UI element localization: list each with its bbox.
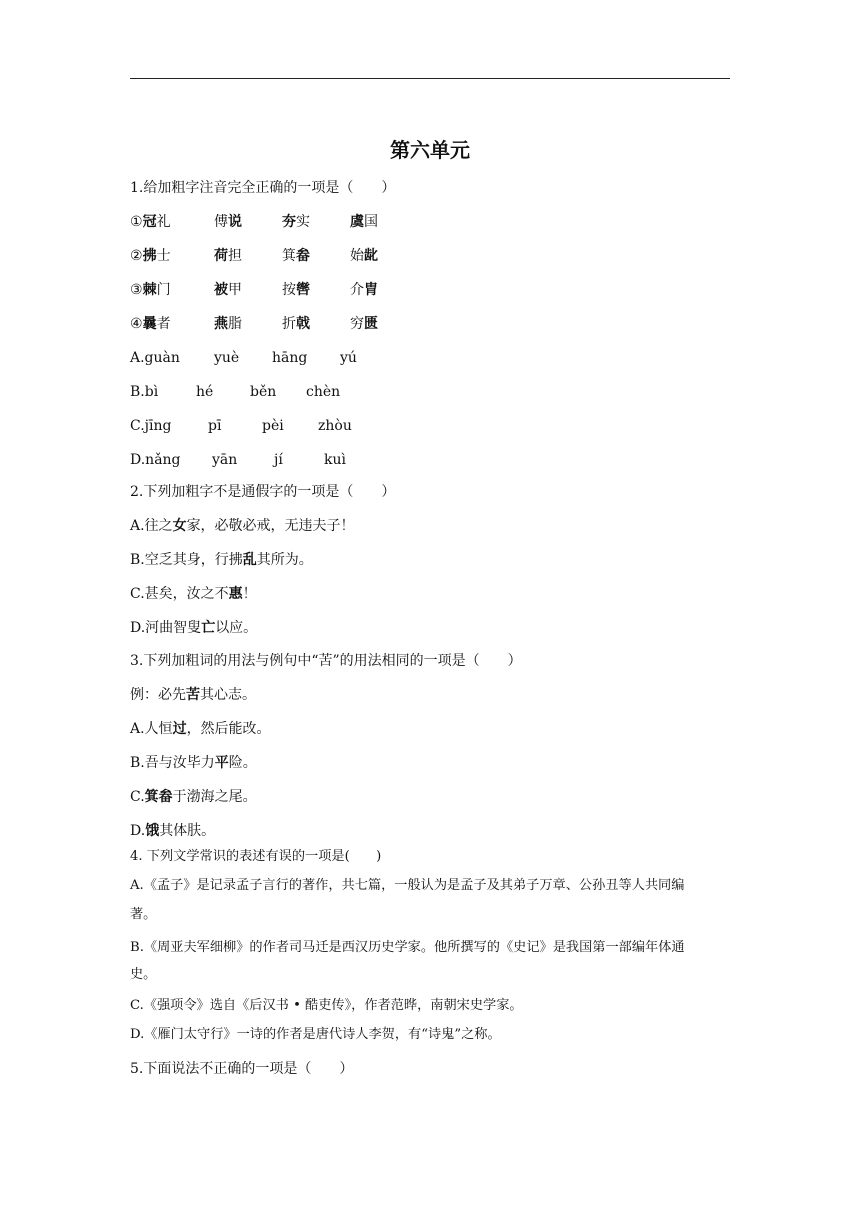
q1-word: ③棘门	[130, 282, 171, 298]
q1-pinyin: yuè	[214, 350, 240, 366]
q1-word: 箕畚	[282, 248, 310, 264]
q1-word: 折戟	[282, 316, 310, 332]
q2-option[interactable]: A.往之女家，必敬必戒，无违夫子！	[130, 518, 355, 534]
q3-option[interactable]: A.人恒过，然后能改。	[130, 721, 271, 737]
q4-option-line: C.《强项令》选自《后汉书 • 酷吏传》，作者范晔，南朝宋史学家。	[130, 998, 523, 1013]
q1-word: 荷担	[214, 248, 242, 264]
q1-pinyin: C.jīng	[130, 418, 172, 434]
q3-example: 例：必先苦其心志。	[130, 687, 256, 703]
q3-option[interactable]: C.箕畚于渤海之尾。	[130, 789, 257, 805]
q4-option-line: 史。	[130, 967, 157, 982]
q1-pinyin: yú	[340, 350, 357, 366]
q4-option-line: B.《周亚夫军细柳》的作者司马迁是西汉历史学家。他所撰写的《史记》是我国第一部编年体通	[130, 940, 685, 955]
q2-option[interactable]: D.河曲智叟亡以应。	[130, 620, 258, 636]
q1-pinyin: hé	[196, 384, 214, 400]
q1-pinyin: yān	[212, 452, 238, 468]
q4-option-line: A.《孟子》是记录孟子言行的著作，共七篇，一般认为是孟子及其弟子万章、公孙丑等人共同编	[130, 878, 685, 893]
q5-stem: 5.下面说法不正确的一项是（ ）	[130, 1061, 354, 1077]
q4-stem: 4. 下列文学常识的表述有误的一项是( )	[130, 849, 382, 864]
q1-word: ④曩者	[130, 316, 171, 332]
q1-word: 按辔	[282, 282, 310, 298]
q1-word: 燕脂	[214, 316, 242, 332]
q4-option-line: D.《雁门太守行》一诗的作者是唐代诗人李贺，有“诗鬼”之称。	[130, 1027, 501, 1042]
q1-pinyin: hāng	[272, 350, 308, 366]
q1-pinyin: běn	[250, 384, 277, 400]
q1-pinyin: A.guàn	[130, 350, 180, 366]
q1-word: 夯实	[282, 214, 310, 230]
q1-word: 傅说	[214, 214, 242, 230]
q1-pinyin: zhòu	[318, 418, 352, 434]
q1-pinyin: pī	[208, 418, 222, 434]
q1-pinyin: pèi	[262, 418, 284, 434]
q1-pinyin: kuì	[324, 452, 346, 468]
page-title: 第六单元	[390, 138, 470, 162]
q1-pinyin: chèn	[306, 384, 341, 400]
q3-option[interactable]: D.饿其体肤。	[130, 823, 216, 839]
q1-word: ①冠礼	[130, 214, 171, 230]
header-rule	[130, 78, 730, 79]
q1-word: 介胄	[350, 282, 378, 298]
q1-word: 被甲	[214, 282, 242, 298]
q1-pinyin: jí	[274, 452, 283, 468]
q3-stem: 3.下列加粗词的用法与例句中“苦”的用法相同的一项是（ ）	[130, 653, 522, 669]
q4-option-line: 著。	[130, 907, 157, 922]
q2-option[interactable]: B.空乏其身，行拂乱其所为。	[130, 552, 313, 568]
q1-word: 穷匮	[350, 316, 378, 332]
q1-word: ②拂士	[130, 248, 171, 264]
q2-stem: 2.下列加粗字不是通假字的一项是（ ）	[130, 484, 396, 500]
q2-option[interactable]: C.甚矣，汝之不惠！	[130, 586, 257, 602]
q1-stem: 1.给加粗字注音完全正确的一项是（ ）	[130, 180, 396, 196]
q1-word: 虞国	[350, 214, 378, 230]
q1-pinyin: B.bì	[130, 384, 159, 400]
q1-word: 始龀	[350, 248, 378, 264]
q3-option[interactable]: B.吾与汝毕力平险。	[130, 755, 257, 771]
q1-pinyin: D.nǎng	[130, 452, 181, 468]
